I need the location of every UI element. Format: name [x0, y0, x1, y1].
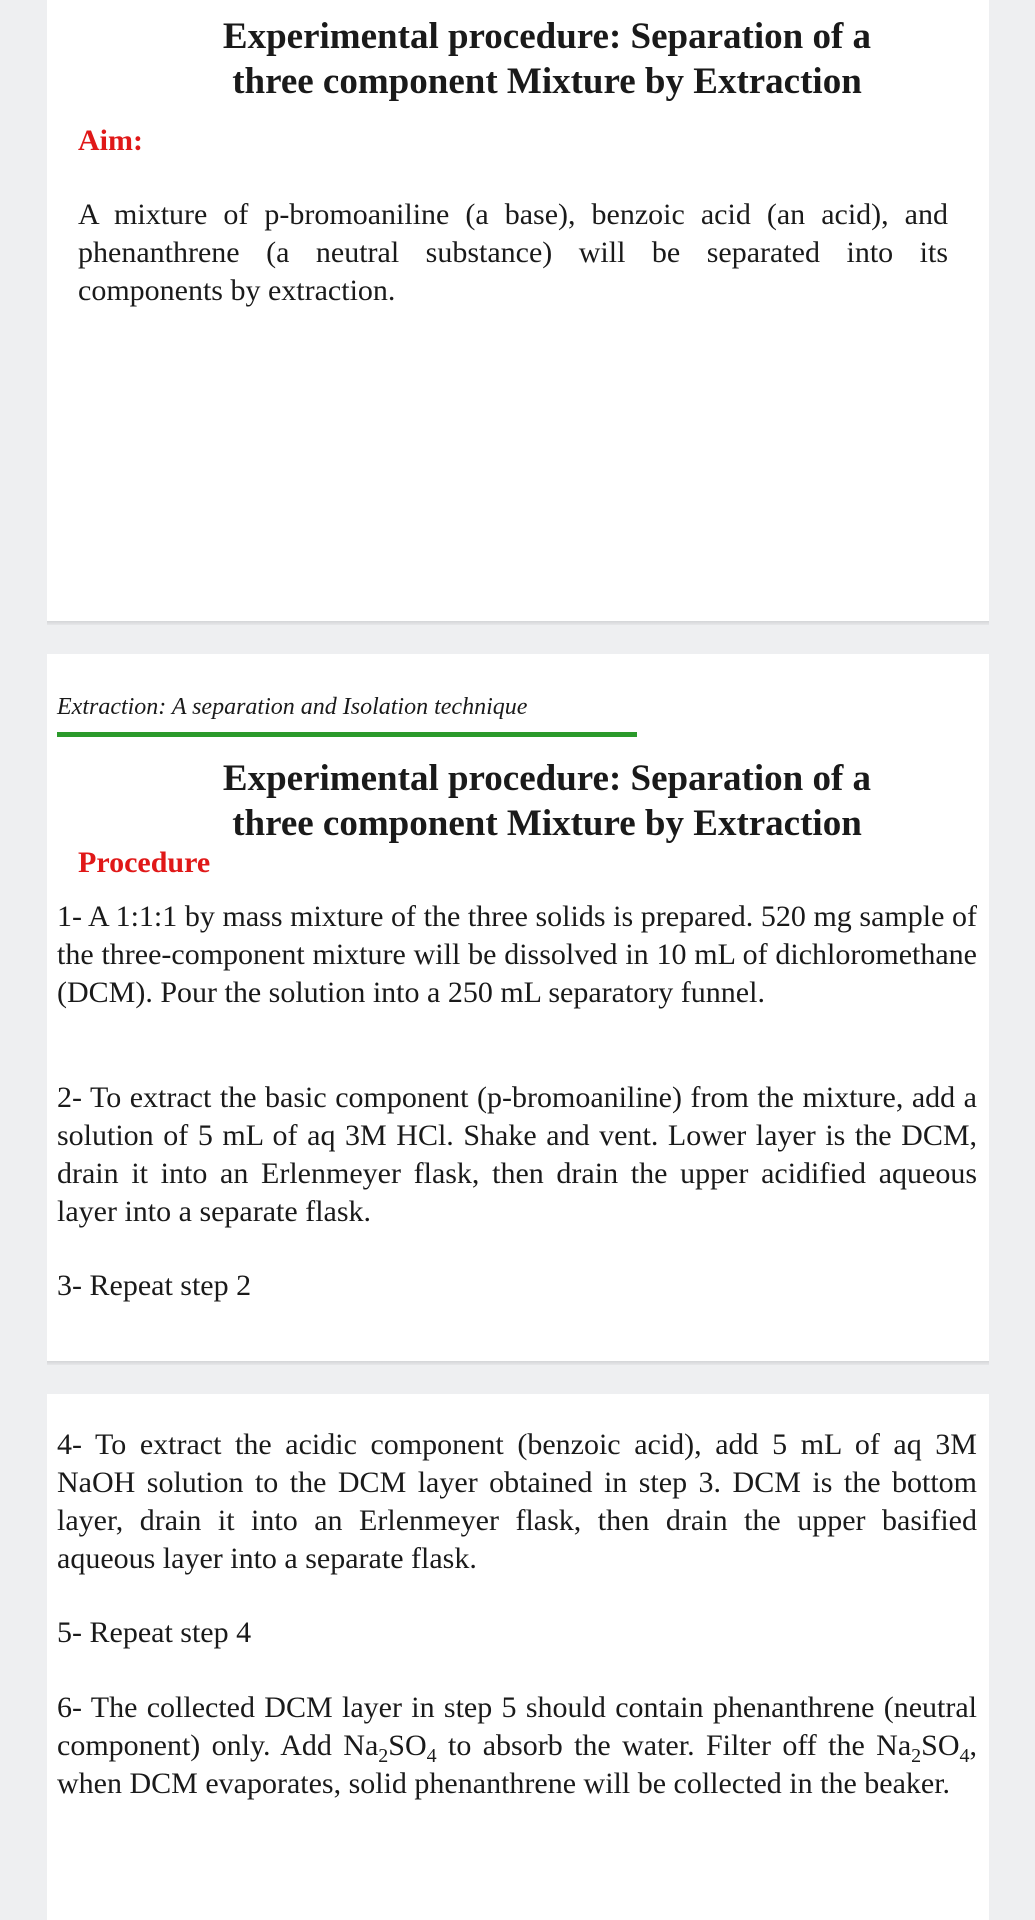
document-page-1 [47, 0, 989, 621]
page-title [47, 756, 989, 846]
title-line-2: three component Mixture by Extraction [232, 803, 862, 844]
aim-heading: Aim: [78, 124, 143, 157]
aim-paragraph: A mixture of p-bromoaniline (a base), benzoic acid (an acid), and phenanthrene (a neutral substance) will be separated into its components by extraction. [78, 198, 948, 307]
step-4: 4- To extract the acidic component (benzoic acid), add 5 mL of aq 3M NaOH solution to the DCM layer obtained in step 3. DCM is the bottom layer, drain it into an Erlenmeyer flask, then drain the upper basified aqueous layer into a separate flask. [57, 1428, 977, 1575]
step-2: 2- To extract the basic component (p-bromoaniline) from the mixture, add a solution of 5 mL of aq 3M HCl. Shake and vent. Lower layer is the DCM, drain it into an Erlenmeyer flask, then drain the upper acidified aqueous layer into a separate flask. [57, 1081, 977, 1228]
page-title [47, 14, 989, 104]
page-separator [47, 1361, 989, 1365]
page-separator [47, 621, 989, 625]
step-3: 3- Repeat step 2 [57, 1269, 252, 1302]
header-rule [57, 732, 637, 737]
document-page-3 [47, 1394, 989, 1920]
title-line-1: Experimental procedure: Separation of a [222, 758, 872, 799]
step-1: 1- A 1:1:1 by mass mixture of the three solids is prepared. 520 mg sample of the three-component mixture will be dissolved in 10 mL of dichloromethane (DCM). Pour the solution into a 250 mL separatory funnel. [57, 900, 977, 1009]
title-line-1: Experimental procedure: Separation of a [222, 16, 872, 57]
step-6: 6- The collected DCM layer in step 5 should contain phenanthrene (neutral component) only. Add $Na_2SO_4$ to absorb the water. Filter off the $Na_2SO_4$, when DCM evaporates, solid phenanthrene will be collected in the beaker. [57, 1691, 978, 1800]
title-line-2: three component Mixture by Extraction [232, 61, 862, 102]
running-header: Extraction: A separation and Isolation technique [57, 694, 528, 720]
procedure-heading: Procedure [78, 846, 211, 879]
document-page-2 [47, 654, 989, 1361]
step-5: 5- Repeat step 4 [57, 1616, 252, 1649]
